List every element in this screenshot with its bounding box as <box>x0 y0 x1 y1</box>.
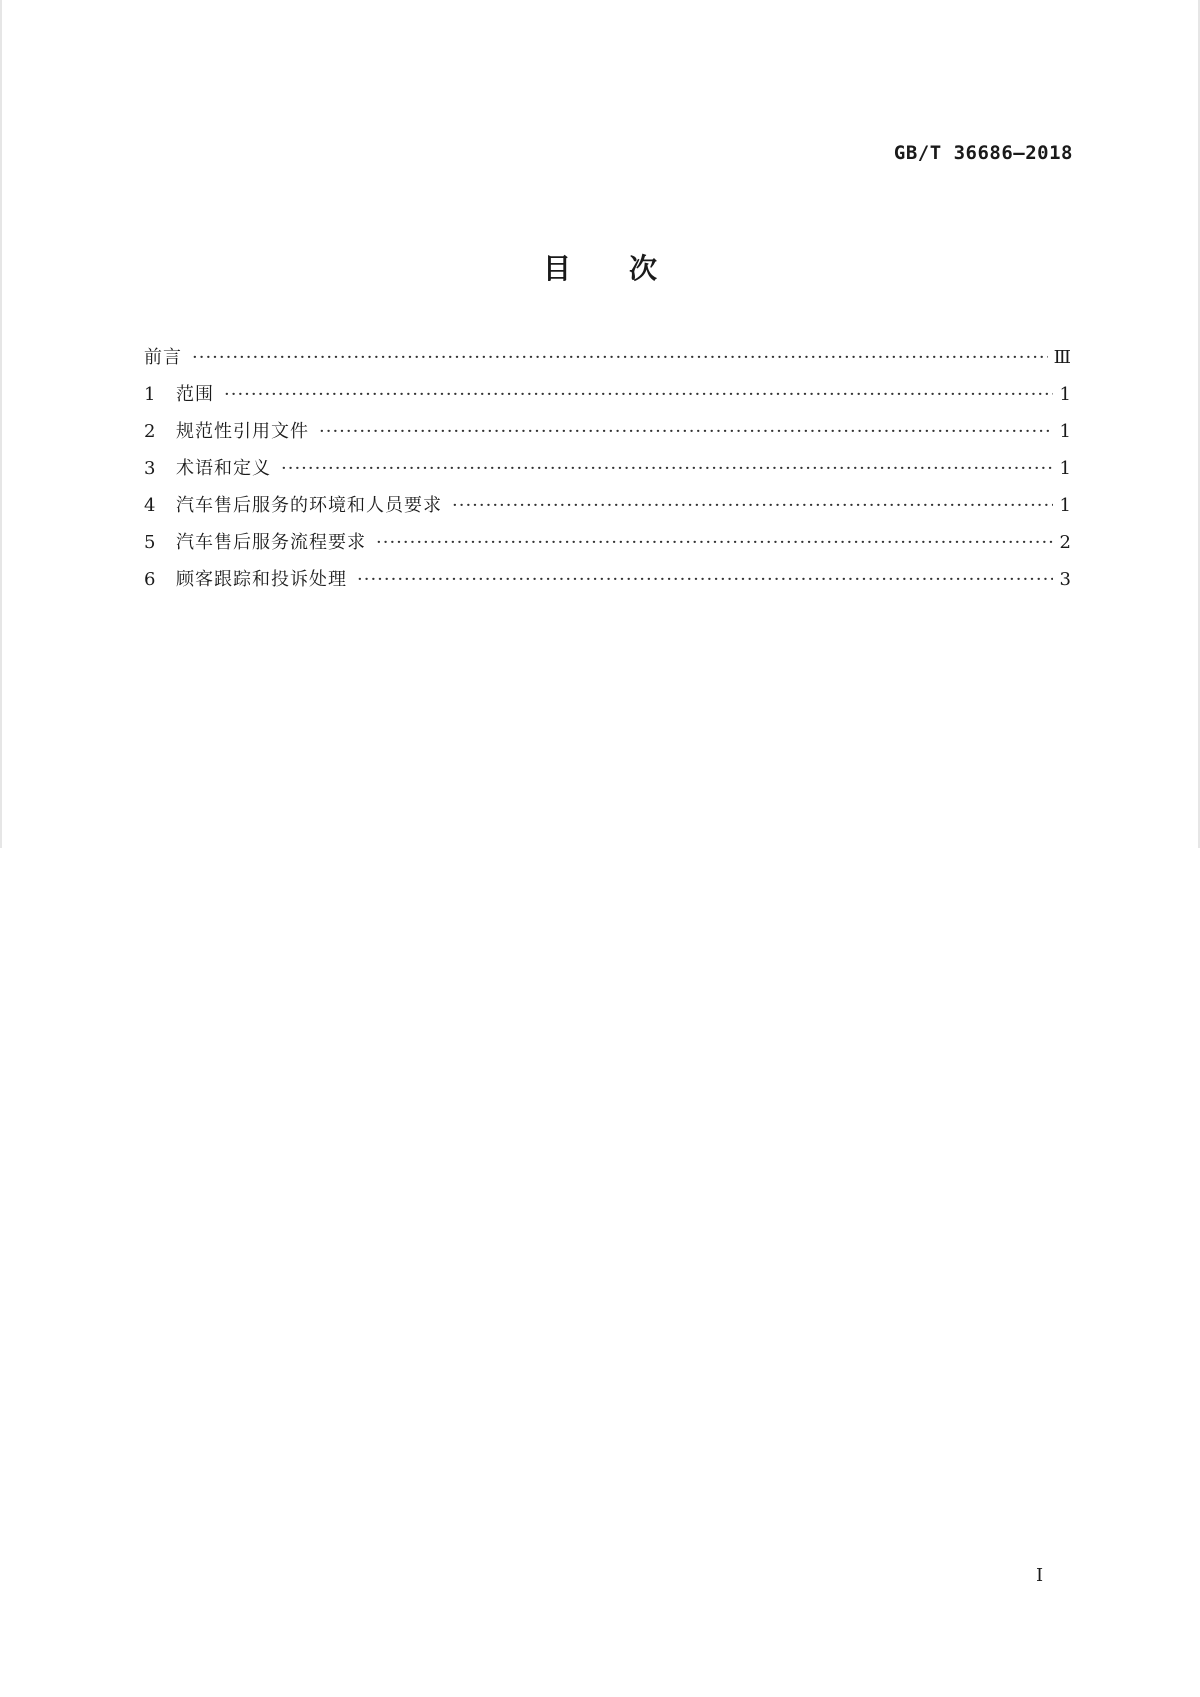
toc-entry-label: 汽车售后服务的环境和人员要求 <box>176 495 442 516</box>
toc-entry-page: 1 <box>1059 421 1071 442</box>
toc-entry-number: 5 <box>144 532 156 553</box>
toc-entry-terms-definitions[interactable] <box>144 454 1071 491</box>
toc-entry-label: 范围 <box>176 384 214 405</box>
toc-entry-label: 汽车售后服务流程要求 <box>176 532 366 553</box>
toc-entry-environment-personnel[interactable] <box>144 491 1071 528</box>
document-code: GB/T 36686—2018 <box>893 142 1073 164</box>
toc-entry-page: 2 <box>1059 532 1071 553</box>
toc-entry-page: Ⅲ <box>1053 347 1071 368</box>
toc-entry-label: 前言 <box>144 347 182 368</box>
toc-leader-dots <box>357 569 1053 590</box>
toc-entry-foreword[interactable] <box>144 343 1071 380</box>
toc-leader-dots <box>319 421 1053 442</box>
toc-entry-page: 1 <box>1059 384 1071 405</box>
toc-leader-dots <box>452 495 1053 516</box>
toc-entry-number: 4 <box>144 495 156 516</box>
toc-entry-page: 1 <box>1059 495 1071 516</box>
toc-entry-scope[interactable] <box>144 380 1071 417</box>
toc-leader-dots <box>281 458 1053 479</box>
page-edge-left <box>0 0 2 848</box>
page-number: Ⅰ <box>1036 1565 1044 1586</box>
toc-entry-page: 3 <box>1059 569 1071 590</box>
toc-entry-normative-references[interactable] <box>144 417 1071 454</box>
toc-entry-number: 1 <box>144 384 156 405</box>
toc-entry-number: 2 <box>144 421 156 442</box>
toc-leader-dots <box>376 532 1053 553</box>
toc-entry-number: 3 <box>144 458 156 479</box>
toc-list <box>144 343 1071 602</box>
toc-leader-dots <box>192 347 1048 368</box>
toc-entry-label: 顾客跟踪和投诉处理 <box>176 569 347 590</box>
toc-entry-number: 6 <box>144 569 156 590</box>
toc-entry-service-process[interactable] <box>144 528 1071 565</box>
toc-leader-dots <box>224 384 1053 405</box>
toc-title: 目次 <box>542 252 715 285</box>
toc-entry-label: 规范性引用文件 <box>176 421 309 442</box>
toc-entry-label: 术语和定义 <box>176 458 271 479</box>
toc-entry-page: 1 <box>1059 458 1071 479</box>
toc-entry-customer-tracking[interactable] <box>144 565 1071 602</box>
